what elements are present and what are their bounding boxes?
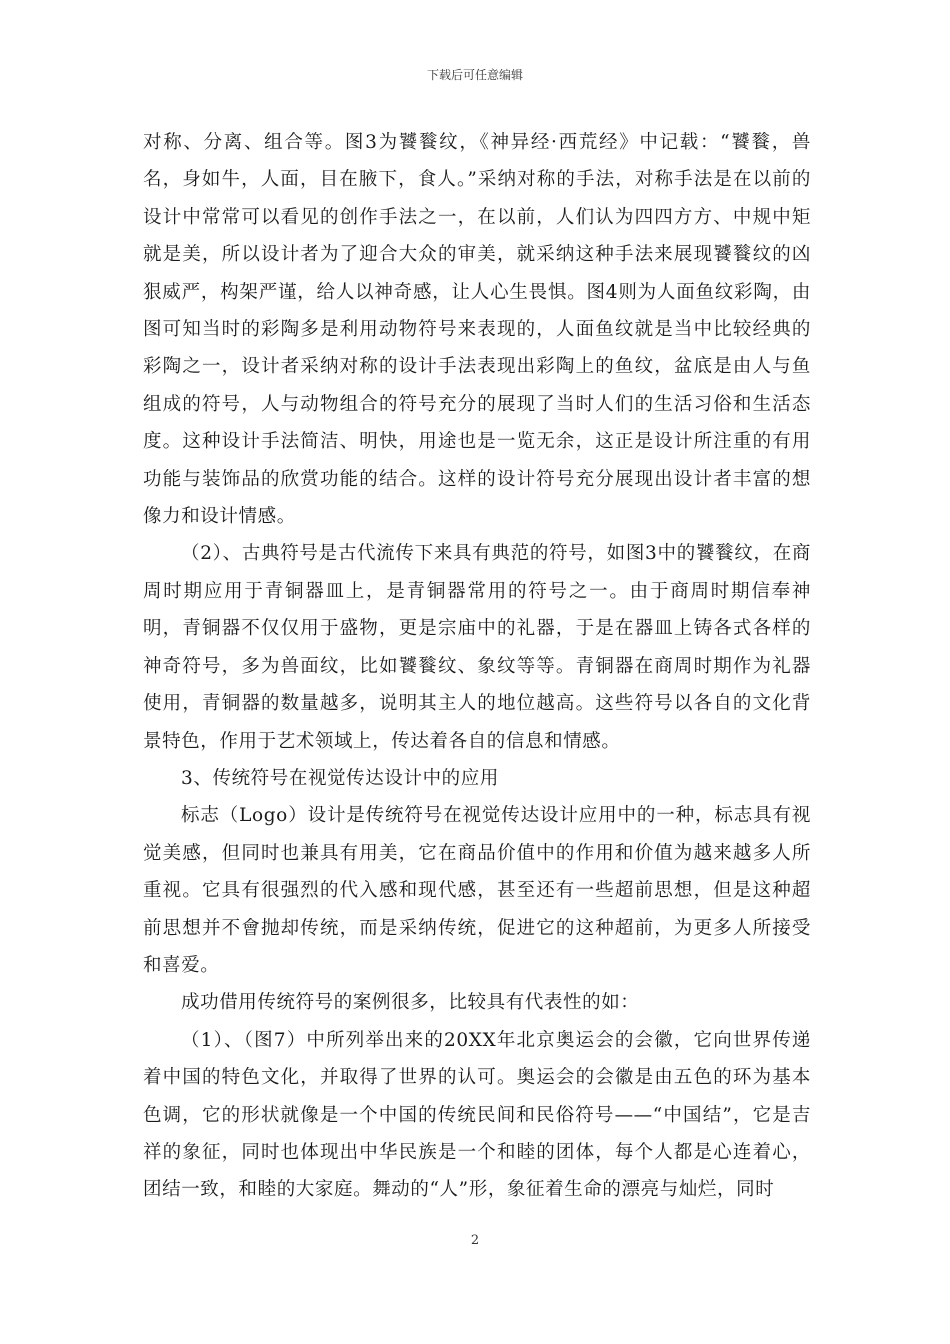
page-number: 2 [470,1233,480,1248]
paragraph-symmetry: 对称、分离、组合等。图3为饕餮纹，《神异经·西荒经》中记载：“饕餮，兽名，身如牛，人面，目在腋下，食人。”采纳对称的手法，对称手法是在以前的设计中常常可以看见的创作手法之一，在以前，人们认为四四方方、中规中矩就是美，所以设计者为了迎合大众的审美，就采纳这种手法来展现饕餮纹的凶狠威严，构架严谨，给人以神奇感，让人心生畏惧。图4则为人面鱼纹彩陶，由图可知当时的彩陶多是利用动物符号来表现的，人面鱼纹就是当中比较经典的彩陶之一，设计者采纳对称的设计手法表现出彩陶上的鱼纹，盆底是由人与鱼组成的符号，人与动物组合的符号充分的展现了当时人们的生活习俗和生活态度。这种设计手法简洁、明快，用途也是一览无余，这正是设计所注重的有用功能与装饰品的欣赏功能的结合。这样的设计符号充分展现出设计者丰富的想像力和设计情感。 [143,132,811,528]
document-body [143,124,811,1209]
paragraph-cases-intro: 成功借用传统符号的案例很多，比较具有代表性的如： [181,992,640,1014]
paragraph-classical-symbols: （2）、古典符号是古代流传下来具有典范的符号，如图3中的饕餮纹，在商周时期应用于青铜器皿上，是青铜器常用的符号之一。由于商周时期信奉神明，青铜器不仅仅用于盛物，更是宗庙中的礼器，于是在器皿上铸各式各样的神奇符号，多为兽面纹，比如饕餮纹、象纹等等。青铜器在商周时期作为礼器使用，青铜器的数量越多，说明其主人的地位越高。这些符号以各自的文化背景特色，作用于艺术领域上，传达着各自的信息和情感。 [143,543,811,752]
section-heading: 3、传统符号在视觉传达设计中的应用 [181,767,499,789]
paragraph-logo-design: 标志（Logo）设计是传统符号在视觉传达设计应用中的一种，标志具有视觉美感，但同时也兼具有用美，它在商品价值中的作用和价值为越来越多人所重视。它具有很强烈的代入感和现代感，甚至还有一些超前思想，但是这种超前思想并不會抛却传统，而是采纳传统，促进它的这种超前，为更多人所接受和喜爱。 [143,805,811,976]
page-header: 下载后可任意编辑 [426,68,523,82]
paragraph-olympic-emblem: （1）、（图7）中所列举出来的20XX年北京奥运会的会徽，它向世界传递着中国的特色文化，并取得了世界的认可。奥运会的会徽是由五色的环为基本色调，它的形状就像是一个中国的传统民间和民俗符号——“中国结”，它是吉祥的象征，同时也体现出中华民族是一个和睦的团体，每个人都是心连着心，团结一致，和睦的大家庭。舞动的“人”形，象征着生命的漂亮与灿烂，同时 [143,1029,811,1201]
